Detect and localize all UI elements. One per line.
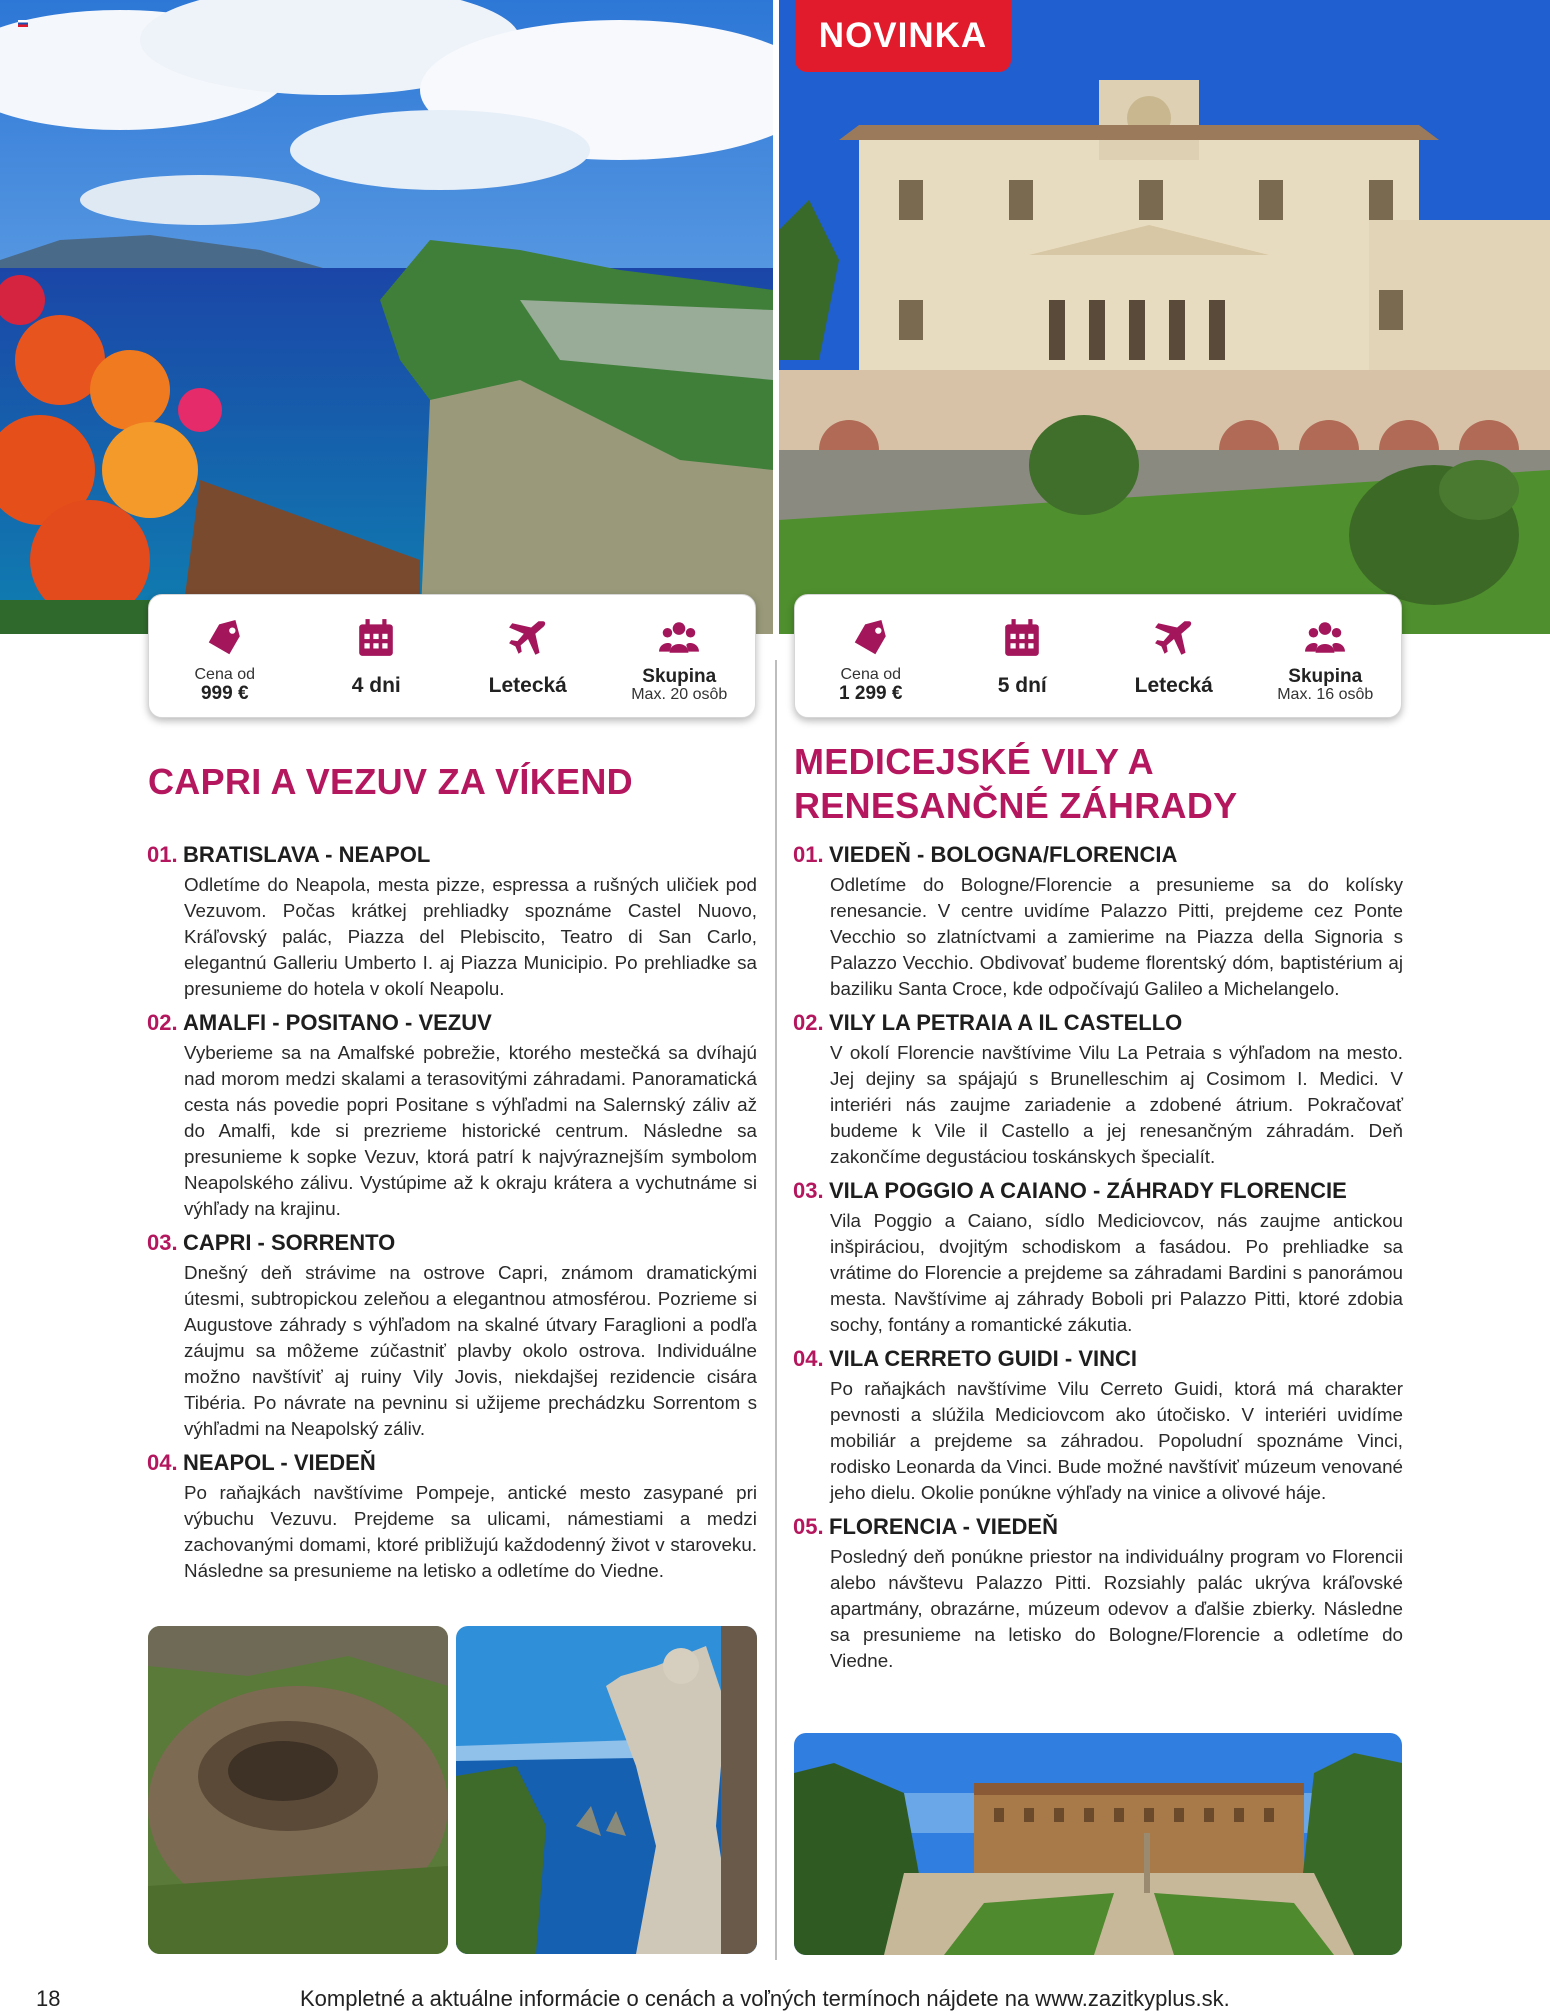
itinerary-day — [793, 1512, 1403, 1674]
duration-value: 5 dní — [997, 674, 1047, 697]
group-icon — [1304, 617, 1346, 659]
group-info — [604, 595, 756, 717]
group-icon — [658, 617, 700, 659]
price-info — [149, 595, 301, 717]
flag-icon — [18, 20, 28, 27]
vesuvius-crater-photo — [148, 1626, 448, 1954]
price-tag-icon — [850, 617, 892, 659]
trip-title-medici: MEDICEJSKÉ VILY A RENESANČNÉ ZÁHRADY — [794, 741, 1238, 826]
palazzo-pitti-boboli-photo — [794, 1733, 1402, 1955]
day-description: V okolí Florencie navštívime Vilu La Petraia s výhľadom na mesto. Jej dejiny sa spájajú s Brunelleschim aj Cosimom I. Medici. V interiéri nás zaujme zariadenie a zdobené átrium. Pokračovať budeme k Vile il Castello a jej renesančným záhradám. Deň zakončíme degustáciou toskánskych špecialít. — [830, 1042, 1403, 1167]
day-number: 04. — [147, 1450, 178, 1475]
itinerary-day — [147, 840, 757, 1002]
itinerary-day — [147, 1228, 757, 1442]
capri-statue-photo — [456, 1626, 757, 1954]
price-label: Cena od — [194, 666, 255, 683]
calendar-icon — [355, 617, 397, 659]
day-number: 05. — [793, 1514, 824, 1539]
day-number: 02. — [793, 1010, 824, 1035]
day-heading: VILA POGGIO A CAIANO - ZÁHRADY FLORENCIE — [829, 1178, 1347, 1203]
capri-hero-photo — [0, 0, 773, 634]
day-heading: BRATISLAVA - NEAPOL — [183, 842, 431, 867]
itinerary-capri — [147, 840, 757, 1590]
duration-info — [947, 595, 1099, 717]
day-heading: NEAPOL - VIEDEŇ — [183, 1450, 376, 1475]
price-value: 1 299 € — [839, 682, 903, 704]
itinerary-day — [147, 1008, 757, 1222]
day-description: Odletíme do Bologne/Florencie a presunieme sa do kolísky renesancie. V centre uvidíme Palazzo Pitti, prejdeme cez Ponte Vecchio so zlatníctvami a zamierime na Piazza della Signoria s Palazzo Vecchio. Obdivovať budeme florentský dóm, baptistérium aj baziliku Santa Croce, kde odpočívajú Galileo a Michelangelo. — [830, 874, 1403, 999]
day-description: Odletíme do Neapola, mesta pizze, espressa a rušných uličiek pod Vezuvom. Počas krátkej prehliadky spoznáme Castel Nuovo, Kráľovský palác, Piazza del Plebiscito, Teatro di San Carlo, elegantnú Galleriu Umberto I. aj Piazza Municipio. Po prehliadke sa presunieme do hotela v okolí Neapolu. — [184, 874, 757, 999]
group-label: Skupina — [642, 666, 717, 687]
day-heading: AMALFI - POSITANO - VEZUV — [183, 1010, 492, 1035]
day-heading: VILA CERRETO GUIDI - VINCI — [829, 1346, 1138, 1371]
day-description: Vyberieme sa na Amalfské pobrežie, ktorého mestečká sa dvíhajú nad morom medzi skalami a terasovitými záhradami. Panoramatická cesta nás povedie popri Positane s výhľadmi na Salernský záliv až do Amalfi, kde si prezrieme historické centrum. Následne sa presunieme k sopke Vezuv, ktorá patrí k najvýraznejším symbolom Neapolského zálivu. Vystúpime až k okraju krátera a vychutnáme si výhľady na krajinu. — [184, 1042, 757, 1219]
itinerary-day — [793, 1176, 1403, 1338]
day-description: Vila Poggio a Caiano, sídlo Mediciovcov, nás zaujme antickou inšpiráciou, dvojitým schodiskom a fasádou. Po prehliadke sa vrátime do Florencie a prejdeme sa záhradami Bardini s panorámou mesta. Navštívime aj záhrady Boboli pri Palazzo Pitti, ktoré zdobia sochy, fontány a romantické zákutia. — [830, 1210, 1403, 1335]
price-info — [795, 595, 947, 717]
transport-info — [1098, 595, 1250, 717]
airplane-icon — [507, 617, 549, 659]
day-heading: CAPRI - SORRENTO — [183, 1230, 396, 1255]
footer-info: Kompletné a aktuálne informácie o cenách a voľných termínoch nájdete na www.zazitkyplus.sk. — [300, 1986, 1230, 2011]
day-number: 03. — [147, 1230, 178, 1255]
day-number: 04. — [793, 1346, 824, 1371]
new-badge: NOVINKA — [795, 0, 1011, 72]
day-number: 01. — [147, 842, 178, 867]
price-value: 999 € — [200, 682, 249, 704]
itinerary-day — [793, 1008, 1403, 1170]
day-description: Po raňajkách navštívime Vilu Cerreto Guidi, ktorá má charakter pevnosti a slúžila Mediciovcom ako útočisko. V interiéri uvidíme mobiliár a prejdeme sa záhradou. Popoludní spoznáme Vinci, rodisko Leonarda da Vinci. Bude možné navštíviť múzeum venované jeho dielu. Okolie ponúkne výhľady na vinice a olivové háje. — [830, 1378, 1403, 1503]
calendar-icon — [1001, 617, 1043, 659]
transport-info — [452, 595, 604, 717]
day-number: 02. — [147, 1010, 178, 1035]
transport-value: Letecká — [488, 674, 567, 697]
duration-value: 4 dni — [351, 674, 401, 697]
itinerary-day — [793, 840, 1403, 1002]
group-info — [1250, 595, 1402, 717]
airplane-icon — [1153, 617, 1195, 659]
page-number: 18 — [36, 1986, 61, 2011]
trip-info-box-medici — [794, 594, 1402, 718]
day-heading: VILY LA PETRAIA A IL CASTELLO — [829, 1010, 1183, 1035]
day-heading: FLORENCIA - VIEDEŇ — [829, 1514, 1058, 1539]
day-number: 03. — [793, 1178, 824, 1203]
day-description: Po raňajkách navštívime Pompeje, antické mesto zasypané pri výbuchu Vezuvu. Prejdeme sa ulicami, námestiami a medzi zachovanými domami, ktoré približujú každodenný život v staroveku. Následne sa presunieme na letisko a odletíme do Viedne. — [184, 1482, 757, 1581]
column-divider — [775, 660, 777, 1960]
day-description: Dnešný deň strávime na ostrove Capri, známom dramatickými útesmi, subtropickou zeleňou a elegantnou atmosférou. Pozrieme si Augustove záhrady s výhľadom na skalné útvary Faraglioni a podľa záujmu sa môžeme zúčastniť plavby okolo ostrova. Individuálne možno navštíviť aj ruiny Vily Jovis, niekdajšej rezidencie cisára Tibéria. Po návrate na pevninu si užijeme prechádzku Sorrentom s výhľadmi na Neapolský záliv. — [184, 1262, 757, 1439]
group-max: Max. 20 osôb — [631, 685, 728, 703]
trip-title-capri: CAPRI A VEZUV ZA VÍKEND — [148, 761, 633, 802]
day-description: Posledný deň ponúkne priestor na individuálny program vo Florencii alebo návštevu Palazzo Pitti. Rozsiahly palác ukrýva kráľovské apartmány, obrazárne, múzeum odevov a ďalšie zbierky. Následne sa presunieme na letisko do Bologne/Florencie a odletíme do Viedne. — [830, 1546, 1403, 1671]
price-label: Cena od — [840, 666, 901, 683]
trip-info-box-capri — [148, 594, 756, 718]
day-number: 01. — [793, 842, 824, 867]
itinerary-medici — [793, 840, 1403, 1680]
group-max: Max. 16 osôb — [1277, 685, 1374, 703]
price-tag-icon — [204, 617, 246, 659]
itinerary-day — [793, 1344, 1403, 1506]
medici-villa-hero-photo — [779, 0, 1550, 634]
transport-value: Letecká — [1134, 674, 1213, 697]
day-heading: VIEDEŇ - BOLOGNA/FLORENCIA — [829, 842, 1178, 867]
itinerary-day — [147, 1448, 757, 1584]
group-label: Skupina — [1288, 666, 1363, 687]
duration-info — [301, 595, 453, 717]
